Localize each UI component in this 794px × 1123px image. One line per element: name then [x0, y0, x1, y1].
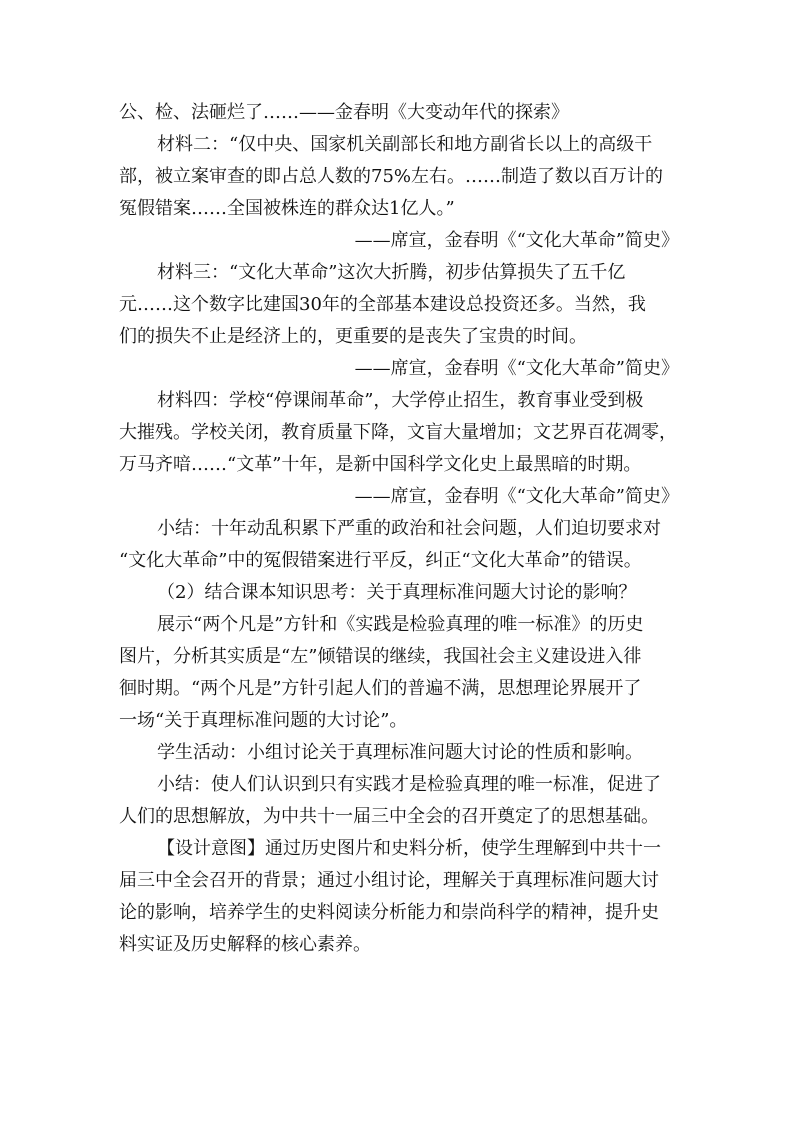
text-line: 料实证及历史解释的核心素养。 [119, 934, 371, 955]
text-line: 届三中全会召开的背景；通过小组讨论，理解关于真理标准问题大讨 [119, 870, 659, 891]
text-line: （2）结合课本知识思考：关于真理标准问题大讨论的影响？ [157, 582, 637, 603]
citation-line: ——席宣，金春明《“文化大革命”简史》 [354, 486, 679, 507]
text-line: 材料三：“文化大革命”这次大折腾，初步估算损失了五千亿 [157, 262, 626, 283]
text-line: 们的损失不止是经济上的，更重要的是丧失了宝贵的时间。 [119, 326, 587, 347]
text-line: 徊时期。“两个凡是”方针引起人们的普遍不满，思想理论界展开了 [119, 678, 642, 699]
citation-line: ——席宣，金春明《“文化大革命”简史》 [354, 358, 679, 379]
text-line: 万马齐喑……“文革”十年，是新中国科学文化史上最黑暗的时期。 [119, 454, 642, 475]
text-line: 展示“两个凡是”方针和《实践是检验真理的唯一标准》的历史 [157, 614, 644, 635]
text-line: 大摧残。学校关闭，教育质量下降，文盲大量增加；文艺界百花凋零， [119, 422, 677, 443]
text-line: 冤假错案……全国被株连的群众达1亿人。” [119, 198, 455, 219]
page-body [119, 97, 679, 961]
text-line: 【设计意图】通过历史图片和史料分析，使学生理解到中共十一 [157, 838, 661, 859]
text-line: 论的影响，培养学生的史料阅读分析能力和崇尚科学的精神，提升史 [119, 902, 659, 923]
text-line: 人们的思想解放，为中共十一届三中全会的召开奠定了的思想基础。 [119, 806, 659, 827]
text-line: 材料四：学校“停课闹革命”，大学停止招生，教育事业受到极 [157, 390, 644, 411]
text-line: 公、检、法砸烂了……——金春明《大变动年代的探索》 [119, 102, 569, 123]
text-line: “文化大革命”中的冤假错案进行平反，纠正“文化大革命”的错误。 [119, 550, 642, 571]
text-line: 小结：使人们认识到只有实践才是检验真理的唯一标准，促进了 [157, 774, 661, 795]
citation-line: ——席宣，金春明《“文化大革命”简史》 [354, 230, 679, 251]
text-line: 图片，分析其实质是“左”倾错误的继续，我国社会主义建设进入徘 [119, 646, 642, 667]
text-line: 一场“关于真理标准问题的大讨论”。 [119, 710, 408, 731]
text-line: 部，被立案审查的即占总人数的75%左右。……制造了数以百万计的 [119, 166, 664, 187]
text-line: 学生活动：小组讨论关于真理标准问题大讨论的性质和影响。 [157, 742, 643, 763]
text-line: 元……这个数字比建国30年的全部基本建设总投资还多。当然，我 [119, 294, 646, 315]
text-line: 小结：十年动乱积累下严重的政治和社会问题，人们迫切要求对 [157, 518, 661, 539]
text-line: 材料二：“仅中央、国家机关副部长和地方副省长以上的高级干 [157, 134, 653, 155]
